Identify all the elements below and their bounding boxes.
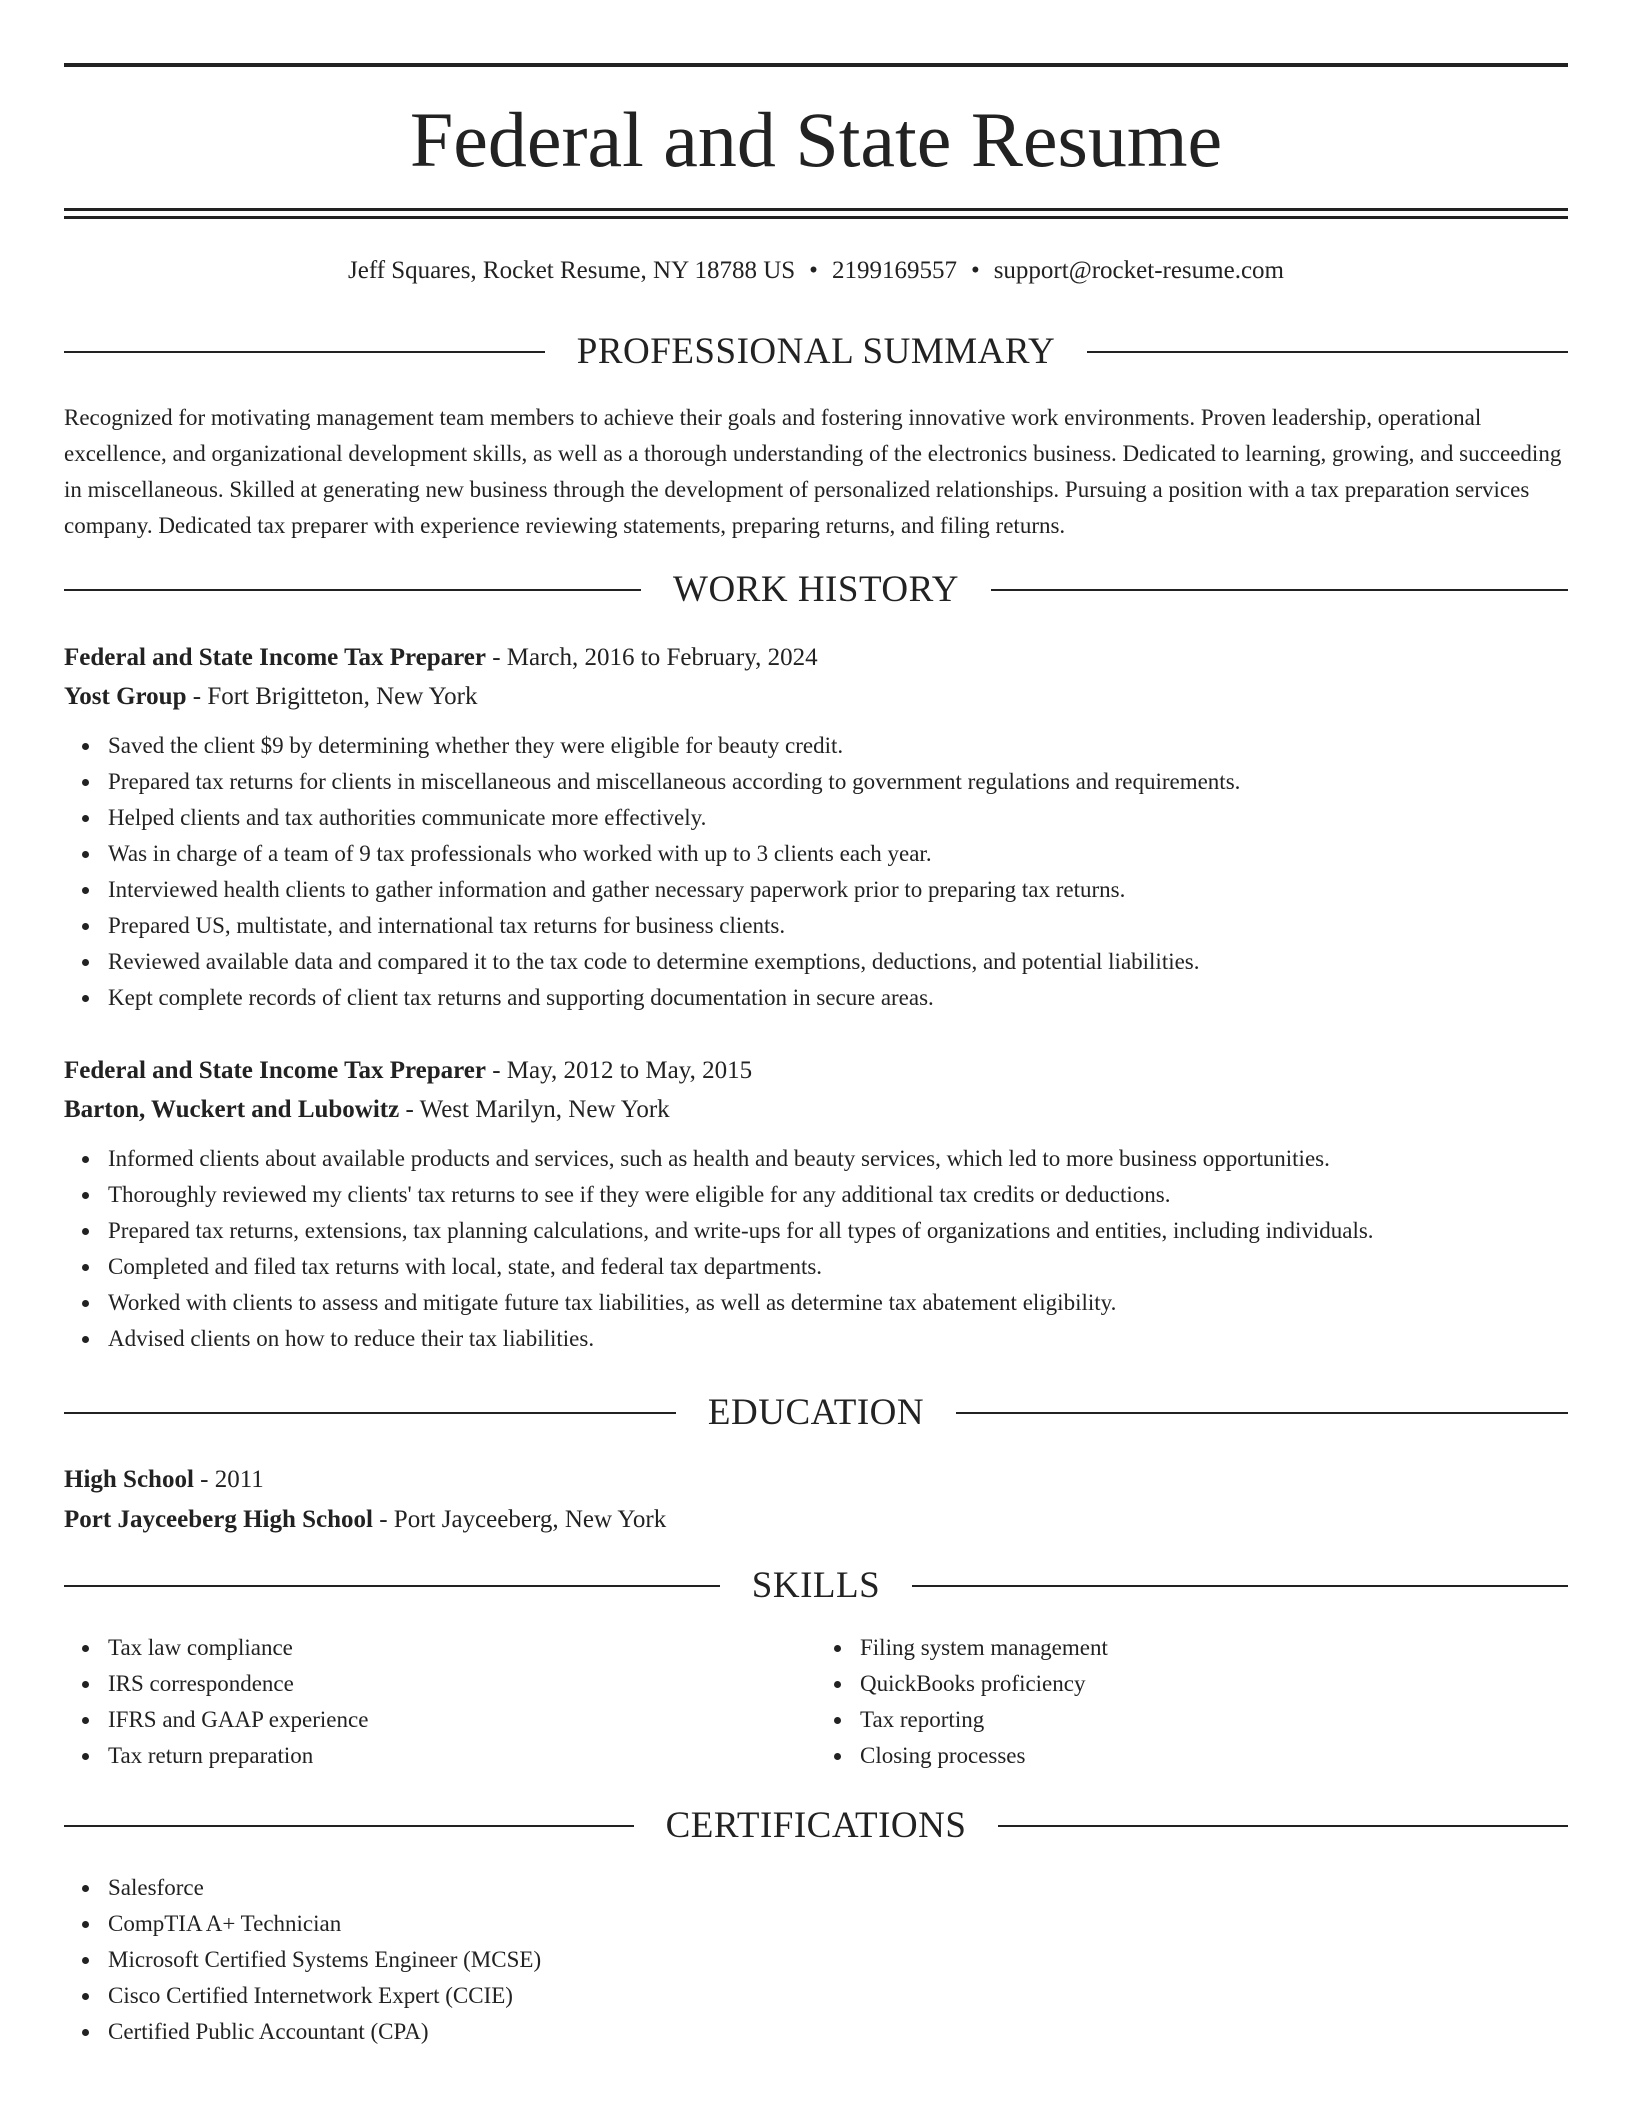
certifications-items	[64, 1870, 1568, 2050]
list-item: Prepared tax returns, extensions, tax planning calculations, and write-ups for all types of organizations and entities, including individuals.	[108, 1213, 1568, 1249]
section-skills	[64, 1566, 1568, 1606]
job-title: Federal and State Income Tax Preparer	[64, 644, 486, 671]
education-school: Port Jayceeberg High School	[64, 1506, 373, 1533]
job-dates: - March, 2016 to February, 2024	[485, 644, 818, 671]
section-professional-summary	[64, 332, 1568, 372]
contact-phone: 2199169557	[831, 257, 957, 284]
list-item: Interviewed health clients to gather information and gather necessary paperwork prior to preparing tax returns.	[108, 872, 1568, 908]
list-item: CompTIA A+ Technician	[108, 1906, 1568, 1942]
contact-separator: •	[809, 257, 818, 284]
list-item: QuickBooks proficiency	[860, 1666, 1568, 1702]
section-heading: PROFESSIONAL SUMMARY	[576, 331, 1056, 372]
education-year: - 2011	[193, 1466, 264, 1493]
section-heading: CERTIFICATIONS	[665, 1805, 967, 1846]
section-rule	[64, 1585, 720, 1587]
list-item: Thoroughly reviewed my clients' tax returns to see if they were eligible for any additional tax credits or deductions.	[108, 1177, 1568, 1213]
title-rule-lower	[64, 216, 1568, 219]
contact-email: support@rocket-resume.com	[993, 257, 1284, 284]
section-rule	[956, 1412, 1568, 1414]
contact-address: Jeff Squares, Rocket Resume, NY 18788 US	[348, 257, 796, 284]
list-item: Certified Public Accountant (CPA)	[108, 2014, 1568, 2050]
top-rule	[64, 63, 1568, 67]
job-entry	[64, 1052, 1568, 1357]
title-rule-upper	[64, 208, 1568, 211]
section-heading: WORK HISTORY	[673, 569, 959, 610]
job-location: - Fort Brigitteton, New York	[186, 683, 478, 710]
job-dates: - May, 2012 to May, 2015	[485, 1057, 753, 1084]
list-item: Prepared tax returns for clients in miscellaneous and miscellaneous according to government regulations and requirements.	[108, 764, 1568, 800]
education-location: - Port Jayceeberg, New York	[372, 1506, 667, 1533]
list-item: Informed clients about available products and services, such as health and beauty services, which led to more business opportunities.	[108, 1141, 1568, 1177]
section-work-history	[64, 570, 1568, 610]
skills-column-right	[816, 1630, 1568, 1774]
education-entry	[64, 1460, 1568, 1540]
job-company-line	[64, 1091, 1568, 1129]
list-item: Saved the client $9 by determining whether they were eligible for beauty credit.	[108, 728, 1568, 764]
job-company: Barton, Wuckert and Lubowitz	[64, 1096, 400, 1123]
list-item: Tax law compliance	[108, 1630, 816, 1666]
list-item: Filing system management	[860, 1630, 1568, 1666]
job-entry	[64, 639, 1568, 1016]
list-item: Prepared US, multistate, and international tax returns for business clients.	[108, 908, 1568, 944]
job-duties-list	[64, 728, 1568, 1016]
list-item: Closing processes	[860, 1738, 1568, 1774]
section-rule	[64, 589, 641, 591]
list-item: IFRS and GAAP experience	[108, 1702, 816, 1738]
contact-separator: •	[970, 257, 980, 284]
resume-title: Federal and State Resume	[409, 96, 1223, 183]
job-title-line	[64, 639, 1568, 677]
contact-line	[64, 254, 1568, 288]
list-item: Tax reporting	[860, 1702, 1568, 1738]
section-certifications	[64, 1806, 1568, 1846]
section-rule	[64, 351, 545, 353]
job-duties-list	[64, 1141, 1568, 1357]
skills-column-left	[64, 1630, 816, 1774]
section-heading: EDUCATION	[707, 1392, 925, 1433]
list-item: Cisco Certified Internetwork Expert (CCIE)	[108, 1978, 1568, 2014]
education-degree-line	[64, 1460, 1568, 1500]
certifications-list	[64, 1870, 1568, 2050]
job-location: - West Marilyn, New York	[399, 1096, 670, 1123]
job-company: Yost Group	[64, 683, 187, 710]
list-item: Tax return preparation	[108, 1738, 816, 1774]
job-company-line	[64, 678, 1568, 716]
summary-text: Recognized for motivating management team members to achieve their goals and fostering innovative work environments. Proven leadership, operational excellence, and organizational development skills, as well as a thorough understanding of the electronics business. Dedicated to learning, growing, and succeeding in miscellaneous. Skilled at generating new business through the development of personalized relationships. Pursuing a position with a tax preparation services company. Dedicated tax preparer with experience reviewing statements, preparing returns, and filing returns.	[64, 405, 1562, 538]
section-education	[64, 1393, 1568, 1433]
list-item: IRS correspondence	[108, 1666, 816, 1702]
list-item: Helped clients and tax authorities communicate more effectively.	[108, 800, 1568, 836]
section-rule	[991, 589, 1568, 591]
section-rule	[912, 1585, 1568, 1587]
section-rule	[998, 1825, 1568, 1827]
job-title: Federal and State Income Tax Preparer	[64, 1057, 486, 1084]
list-item: Was in charge of a team of 9 tax professionals who worked with up to 3 clients each year.	[108, 836, 1568, 872]
list-item: Worked with clients to assess and mitigate future tax liabilities, as well as determine tax abatement eligibility.	[108, 1285, 1568, 1321]
list-item: Kept complete records of client tax returns and supporting documentation in secure areas.	[108, 980, 1568, 1016]
section-heading: SKILLS	[751, 1565, 881, 1606]
education-school-line	[64, 1500, 1568, 1540]
section-rule	[64, 1412, 676, 1414]
list-item: Completed and filed tax returns with local, state, and federal tax departments.	[108, 1249, 1568, 1285]
section-rule	[64, 1825, 634, 1827]
skills-list	[64, 1630, 1568, 1774]
list-item: Advised clients on how to reduce their tax liabilities.	[108, 1321, 1568, 1357]
list-item: Microsoft Certified Systems Engineer (MCSE)	[108, 1942, 1568, 1978]
job-title-line	[64, 1052, 1568, 1090]
section-rule	[1087, 351, 1568, 353]
list-item: Reviewed available data and compared it to the tax code to determine exemptions, deductions, and potential liabilities.	[108, 944, 1568, 980]
list-item: Salesforce	[108, 1870, 1568, 1906]
education-degree: High School	[64, 1466, 194, 1493]
